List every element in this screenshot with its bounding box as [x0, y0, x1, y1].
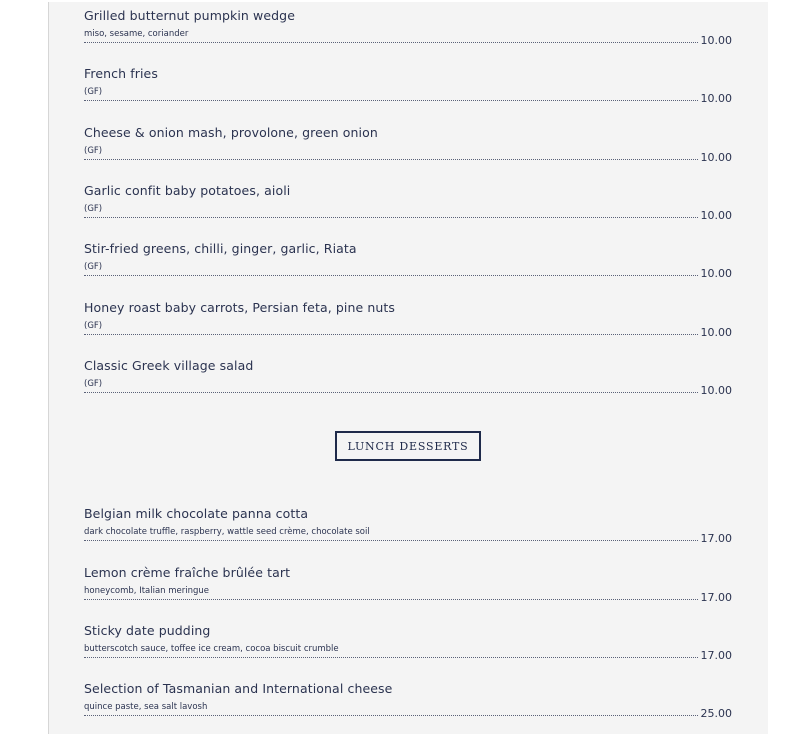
menu-item-name: Honey roast baby carrots, Persian feta, pine nuts — [84, 300, 396, 315]
menu-item-description: honeycomb, Italian meringue — [84, 586, 210, 596]
menu-item-price: 10.00 — [700, 326, 732, 339]
dotted-leader — [84, 259, 732, 280]
dotted-leader — [84, 699, 732, 720]
section-header-label: LUNCH DESSERTS — [347, 439, 469, 453]
menu-item-description: (GF) — [84, 262, 103, 272]
menu-item-price: 25.00 — [700, 707, 732, 720]
menu-item-description: (GF) — [84, 87, 103, 97]
menu-item-description: butterscotch sauce, toffee ice cream, cocoa biscuit crumble — [84, 644, 339, 654]
menu-item-name: Classic Greek village salad — [84, 358, 254, 373]
menu-item — [84, 8, 732, 48]
menu-item-description: (GF) — [84, 204, 103, 214]
dotted-leader — [84, 376, 732, 397]
menu-item-name: Grilled butternut pumpkin wedge — [84, 8, 295, 23]
menu-item-description: miso, sesame, coriander — [84, 29, 189, 39]
dotted-leader — [84, 318, 732, 339]
menu-item — [84, 125, 732, 165]
dotted-leader — [84, 641, 732, 662]
menu-item — [84, 565, 732, 605]
menu-item — [84, 623, 732, 663]
menu-item-price: 17.00 — [700, 591, 732, 604]
menu-item — [84, 300, 732, 340]
menu-item-price: 17.00 — [700, 532, 732, 545]
menu-item-description: (GF) — [84, 379, 103, 389]
dotted-leader — [84, 84, 732, 105]
menu-item-name: Cheese & onion mash, provolone, green onion — [84, 125, 378, 140]
menu-item-name: Selection of Tasmanian and International cheese — [84, 681, 393, 696]
menu-item-price: 10.00 — [700, 92, 732, 105]
section-header-lunch-desserts — [335, 431, 481, 461]
dotted-leader — [84, 201, 732, 222]
menu-item-description: quince paste, sea salt lavosh — [84, 702, 208, 712]
menu-item-name: French fries — [84, 66, 158, 81]
menu-item — [84, 358, 732, 398]
menu-item-price: 10.00 — [700, 267, 732, 280]
menu-item-name: Belgian milk chocolate panna cotta — [84, 506, 309, 521]
menu-item — [84, 506, 732, 546]
dotted-leader — [84, 524, 732, 545]
dotted-leader — [84, 143, 732, 164]
menu-item — [84, 66, 732, 106]
menu-item-price: 10.00 — [700, 151, 732, 164]
menu-item-description: dark chocolate truffle, raspberry, wattle seed crème, chocolate soil — [84, 527, 370, 537]
menu-item-description: (GF) — [84, 146, 103, 156]
menu-item-description: (GF) — [84, 321, 103, 331]
menu-item-name: Stir-fried greens, chilli, ginger, garlic, Riata — [84, 241, 357, 256]
menu-item-name: Sticky date pudding — [84, 623, 211, 638]
menu-item-price: 10.00 — [700, 34, 732, 47]
menu-item-price: 10.00 — [700, 384, 732, 397]
dotted-leader — [84, 583, 732, 604]
menu-item — [84, 241, 732, 281]
menu-item — [84, 183, 732, 223]
menu-item — [84, 681, 732, 721]
menu-item-name: Garlic confit baby potatoes, aioli — [84, 183, 291, 198]
dotted-leader — [84, 26, 732, 47]
menu-item-name: Lemon crème fraîche brûlée tart — [84, 565, 291, 580]
menu-item-price: 17.00 — [700, 649, 732, 662]
menu-item-price: 10.00 — [700, 209, 732, 222]
